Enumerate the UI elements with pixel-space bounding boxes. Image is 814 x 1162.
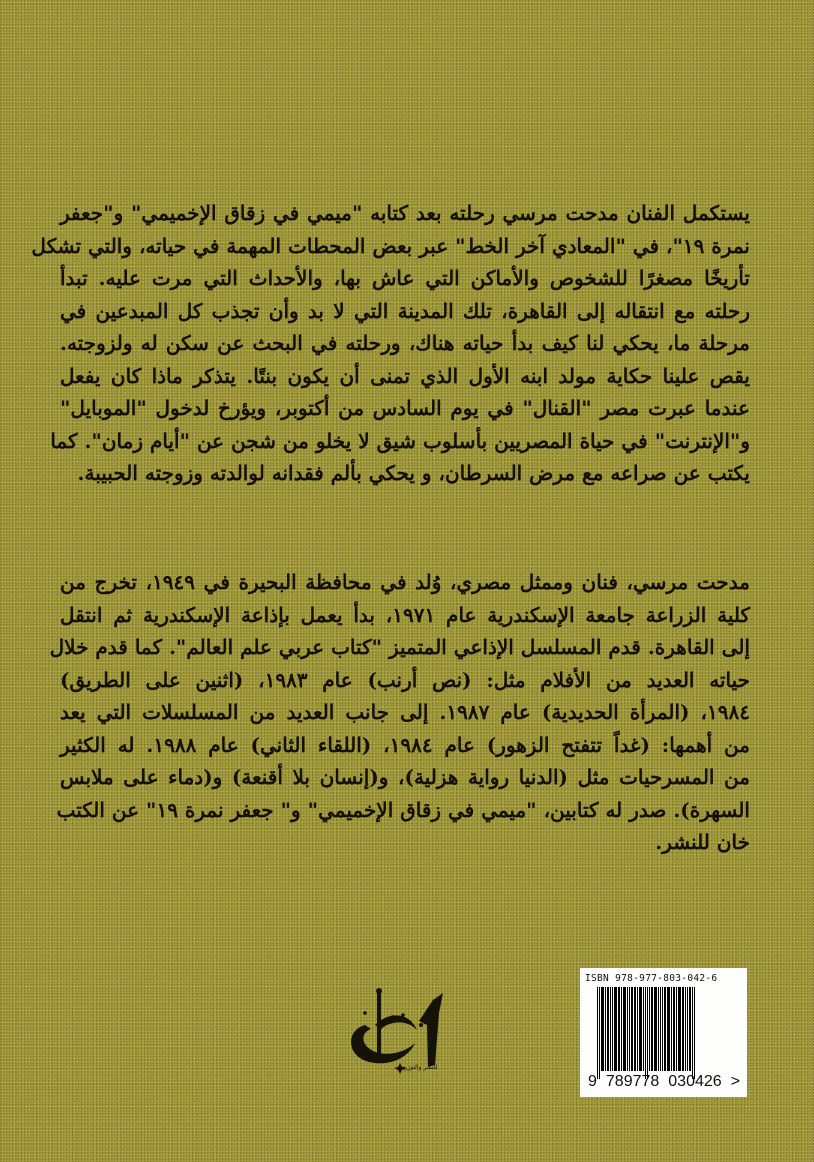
synopsis-line: رحلته مع انتقاله إلى القاهرة، تلك المدينة التي لا بد وأن تجذب كل المبدعين في [60,298,750,323]
bio-line: من المسرحيات مثل (الدنيا رواية هزلية)، و(إنسان بلا أقنعة) و(دماء على ملابس [60,765,750,789]
bio-line: مدحت مرسي، فنان وممثل مصري، وُلد في محافظة البحيرة في ١٩٤٩، تخرج من [60,570,750,594]
barcode-arrow: > [730,1073,740,1090]
book-synopsis-paragraph [31,197,750,490]
isbn-label: ISBN 978-977-803-042-6 [585,973,718,984]
barcode-bars [597,987,742,1079]
bio-line: خان للنشر. [655,830,750,854]
synopsis-line: عندما عبرت مصر "القنال" في يوم السادس من أكتوبر، ويؤرخ لدخول "الموبايل" [60,396,750,420]
bio-line: إلى القاهرة. قدم المسلسل الإذاعي المتميز "كتاب عربي علم العالم". كما قدم خلال [49,635,750,659]
bio-line: حياته العديد من الأفلام مثل: (نص أرنب) عام ١٩٨٣، (اثنين على الطريق) [60,667,751,692]
barcode-digits [588,1073,740,1091]
publisher-logo-icon [335,985,455,1080]
synopsis-line: و"الإنترنت" في حياة المصريين بأسلوب شيق لا يخلو من شجن عن "أيام زمان". كما [50,428,750,453]
publisher-subtitle: للنشر والتوزيع [402,1064,438,1071]
synopsis-line: يكتب عن صراعه مع مرض السرطان، و يحكي بألم فقدانه لوالدته وزوجته الحبيبة. [77,461,750,485]
synopsis-line: يستكمل الفنان مدحت مرسي رحلته بعد كتابه "ميمي في زقاق الإخميمي" و"جعفر [60,201,750,225]
author-bio-paragraph [49,566,751,859]
barcode-digit-group-2: 030426 [668,1073,722,1090]
bio-line: كلية الزراعة جامعة الإسكندرية عام ١٩٧١، بدأ يعمل بإذاعة الإسكندرية ثم انتقل [60,602,750,627]
bio-line: ١٩٨٤، (المرأة الحديدية) عام ١٩٨٧. إلى جانب العديد من المسلسلات التي يعد [60,700,750,724]
barcode-digit-group-1: 789778 [605,1073,660,1090]
synopsis-line: تأريخًا مصغرًا للشخوص والأماكن التي عاش بها، والأحداث التي مرت عليه. تبدأ [60,266,750,290]
barcode-digit-first: 9 [588,1073,597,1090]
synopsis-line: يقص علينا حكاية مولد ابنه الأول الذي تمنى أن يكون بنتًا. يتذكر ماذا كان يفعل [60,363,750,388]
synopsis-line: مرحلة ما، يحكي لنا كيف بدأ حياته هناك، ورحلته في البحث عن سكن له ولزوجته. [60,331,750,355]
isbn-barcode [580,968,747,1097]
synopsis-line: نمرة ١٩"، في "المعادي آخر الخط" عبر بعض المحطات المهمة في حياته، والتي تشكل [31,233,750,258]
bio-line: السهرة). صدر له كتابين، "ميمي في زقاق الإخميمي" و" جعفر نمرة ١٩" عن الكتب [56,797,750,822]
bio-line: من أهمها: (غداً تتفتح الزهور) عام ١٩٨٤، (اللقاء الثاني) عام ١٩٨٨. له الكثير [60,732,750,757]
